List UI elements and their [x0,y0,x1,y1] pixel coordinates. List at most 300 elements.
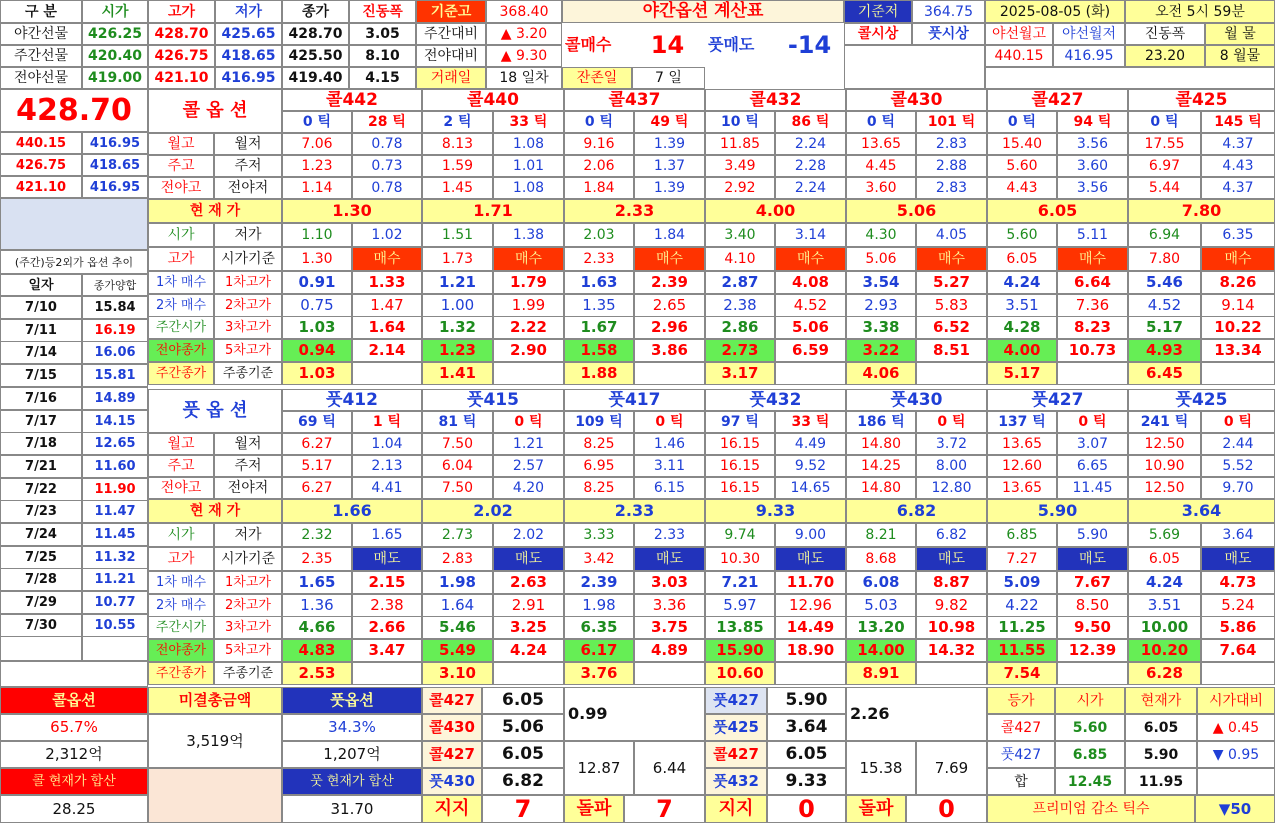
atm-diff-value: ▼ 0.95 [1197,741,1275,768]
high-value: 1.30 [282,247,352,271]
value-h1: 8.26 [1201,271,1275,294]
value-h5: 3.86 [634,339,705,362]
low-value: 0.78 [352,177,422,199]
blank-cell [1201,662,1275,685]
high-value: 6.27 [282,477,352,499]
label-ml: 월저 [214,133,282,155]
high-value: 4.45 [846,155,916,177]
pair-option-value: 3.64 [767,714,846,741]
value-h3: 8.23 [1057,316,1128,339]
sell-signal: 매도 [775,547,846,571]
header-row-0-high: 428.70 [148,23,215,45]
high-value: 10.90 [1128,455,1201,477]
value-wo: 1.32 [422,316,493,339]
high-value: 16.15 [705,433,775,455]
value-h2: 1.99 [493,294,564,317]
value-b2: 3.51 [1128,594,1201,617]
low-value: 3.72 [916,433,987,455]
call-up-label: 콜시상 [844,23,912,45]
remain-value: 7 일 [632,67,705,89]
atm-current-value: 11.95 [1125,768,1197,795]
value-b2: 5.03 [846,594,916,617]
trend-date: 7/22 [0,478,82,501]
support-label: 지지 [422,795,482,823]
sell-signal: 매도 [1057,547,1128,571]
pair-option-value: 6.82 [482,768,564,795]
sell-signal: 매도 [634,547,705,571]
spread-value: 15.38 [846,741,916,795]
pair-option-name: 콜430 [422,714,482,741]
value-h2: 5.24 [1201,594,1275,617]
value-h3: 3.75 [634,616,705,639]
blank-cell [1201,362,1275,385]
header-row-2-name: 전야선물 [0,67,82,89]
breakout-label: 돌파 [846,795,906,823]
option-name: 콜425 [1128,89,1275,111]
low-value: 6.65 [1057,455,1128,477]
open-value: 8.21 [846,523,916,547]
value-wc: 6.28 [1128,662,1201,685]
value-h2: 2.65 [634,294,705,317]
high-value: 2.33 [564,247,634,271]
blank-cell [0,661,148,687]
label-pc: 전야종가 [148,639,214,662]
buy-signal: 매수 [1201,247,1275,271]
open-value: 3.33 [564,523,634,547]
low-value: 9.00 [775,523,846,547]
value-h2: 2.91 [493,594,564,617]
value-h5: 18.90 [775,639,846,662]
support-value: 7 [482,795,564,823]
trend-sum: 10.77 [82,591,148,614]
value-h2: 8.50 [1057,594,1128,617]
trend-sum: 14.15 [82,410,148,433]
header-row-0-low: 425.65 [215,23,282,45]
tick-count: 86 틱 [775,111,846,133]
low-value: 2.28 [775,155,846,177]
high-value: 6.27 [282,433,352,455]
trend-date: 7/16 [0,387,82,410]
high-value: 7.50 [422,433,493,455]
value-wc: 1.41 [422,362,493,385]
value-wo: 4.66 [282,616,352,639]
value-h3: 5.86 [1201,616,1275,639]
left-low-value: 416.95 [82,176,148,198]
atm-open-value: 12.45 [1055,768,1125,795]
high-value: 1.73 [422,247,493,271]
pair-option-name: 풋432 [705,768,767,795]
value-pc: 4.83 [282,639,352,662]
value-b1: 4.24 [1128,571,1201,594]
low-value: 3.64 [1201,523,1275,547]
tick-count: 0 틱 [987,111,1057,133]
open-value: 6.94 [1128,223,1201,247]
blank-cell [634,662,705,685]
value-wc: 3.76 [564,662,634,685]
high-value: 1.84 [564,177,634,199]
label-b2: 2차 매수 [148,294,214,317]
atm-label: 등가 [987,687,1055,714]
low-value: 2.33 [634,523,705,547]
option-name: 풋427 [987,389,1128,411]
current-price-value: 7.80 [1128,199,1275,223]
value-pc: 15.90 [705,639,775,662]
option-name: 풋415 [422,389,564,411]
value-wc: 1.03 [282,362,352,385]
trend-date: 7/21 [0,455,82,478]
value-h1: 4.08 [775,271,846,294]
value-wc: 7.54 [987,662,1057,685]
open-value: 1.10 [282,223,352,247]
trend-sum: 11.45 [82,523,148,546]
high-value: 15.40 [987,133,1057,155]
blank-cell [0,198,148,250]
value-h2: 5.83 [916,294,987,317]
high-value: 1.14 [282,177,352,199]
current-price-value: 5.90 [987,499,1128,523]
blank-cell [148,768,282,823]
blank-cell [352,662,422,685]
tick-count: 0 틱 [1057,411,1128,433]
month-range-value: 23.20 [1125,45,1205,67]
blank-cell [916,362,987,385]
low-value: 3.14 [775,223,846,247]
atm-current-value: 5.90 [1125,741,1197,768]
value-h5: 3.47 [352,639,422,662]
atm-diff-value: ▲ 0.45 [1197,714,1275,741]
open-value: 6.85 [987,523,1057,547]
label-wo: 주간시가 [148,616,214,639]
low-value: 4.05 [916,223,987,247]
low-value: 1.04 [352,433,422,455]
value-wo: 13.85 [705,616,775,639]
value-b1: 1.21 [422,271,493,294]
value-pc: 6.17 [564,639,634,662]
blank-cell [634,362,705,385]
blank-cell [916,662,987,685]
value-h3: 14.49 [775,616,846,639]
trend-sum: 11.60 [82,455,148,478]
low-value: 2.88 [916,155,987,177]
high-value: 14.25 [846,455,916,477]
pair-option-value: 5.90 [767,687,846,714]
blank-cell [493,362,564,385]
spread-value: 2.26 [846,687,987,741]
value-wo: 11.25 [987,616,1057,639]
open-value: 2.32 [282,523,352,547]
tick-count: 0 틱 [634,411,705,433]
trend-sum-header: 종가양합 [82,274,148,296]
high-value: 13.65 [846,133,916,155]
header-row-2-high: 421.10 [148,67,215,89]
label-mh: 월고 [148,133,214,155]
value-b2: 1.98 [564,594,634,617]
low-value: 3.11 [634,455,705,477]
month-high-value: 440.15 [985,45,1053,67]
header-row-0-close: 428.70 [282,23,349,45]
tick-count: 33 틱 [775,411,846,433]
current-price-value: 1.71 [422,199,564,223]
high-value: 9.16 [564,133,634,155]
low-value: 5.11 [1057,223,1128,247]
value-pc: 14.00 [846,639,916,662]
high-value: 7.27 [987,547,1057,571]
value-h5: 4.89 [634,639,705,662]
trend-date: 7/18 [0,432,82,455]
value-b1: 5.46 [1128,271,1201,294]
value-wo: 4.28 [987,316,1057,339]
low-value: 1.39 [634,177,705,199]
atm-open-label: 시가 [1055,687,1125,714]
label-ph: 전야고 [148,477,214,499]
trend-sum: 11.21 [82,568,148,591]
value-wc: 5.17 [987,362,1057,385]
value-h1: 6.64 [1057,271,1128,294]
high-value: 7.80 [1128,247,1201,271]
call-amount: 2,312억 [0,741,148,768]
label-wh: 주고 [148,455,214,477]
put-percent: 34.3% [282,714,422,741]
low-value: 1.84 [634,223,705,247]
label-current-price: 현 재 가 [148,199,282,223]
header-col-c_high: 고가 [148,0,215,23]
put-sum-label: 풋 현재가 합산 [282,768,422,795]
pair-option-name: 콜427 [422,741,482,768]
low-value: 1.37 [634,155,705,177]
value-h3: 9.50 [1057,616,1128,639]
put-amount: 1,207억 [282,741,422,768]
label-high: 고가 [148,547,214,571]
value-b2: 2.38 [705,294,775,317]
trend-date: 7/15 [0,364,82,387]
value-h5: 4.24 [493,639,564,662]
call-option-total: 콜옵션 [0,687,148,714]
put-options-title: 풋 옵 션 [148,389,282,433]
atm-row-name: 합 [987,768,1055,795]
low-value: 4.37 [1201,133,1275,155]
open-value: 5.69 [1128,523,1201,547]
put-option-total: 풋옵션 [282,687,422,714]
trend-date: 7/17 [0,410,82,433]
value-b2: 2.93 [846,294,916,317]
trend-date: 7/24 [0,523,82,546]
pair-option-value: 9.33 [767,768,846,795]
trend-sum: 15.84 [82,296,148,319]
sell-signal: 매도 [352,547,422,571]
breakout-value: 0 [906,795,987,823]
put-up-label: 풋시상 [912,23,985,45]
trend-date: 7/14 [0,341,82,364]
sell-signal: 매도 [1201,547,1275,571]
high-value: 2.06 [564,155,634,177]
unsettled-value: 3,519억 [148,714,282,768]
header-row-0-open: 426.25 [82,23,148,45]
header-row-1-close: 425.50 [282,45,349,67]
high-value: 8.13 [422,133,493,155]
value-h3: 3.25 [493,616,564,639]
value-b2: 0.75 [282,294,352,317]
trend-date: 7/10 [0,296,82,319]
label-ml: 월저 [214,433,282,455]
base-high-label: 기준고 [416,0,486,23]
put-sum-value: 31.70 [282,795,422,823]
tick-count: 0 틱 [564,111,634,133]
header-row-1-name: 주간선물 [0,45,82,67]
option-name: 풋412 [282,389,422,411]
value-h3: 2.22 [493,316,564,339]
low-value: 3.56 [1057,133,1128,155]
tick-count: 109 틱 [564,411,634,433]
buy-signal: 매수 [775,247,846,271]
remain-label: 잔존일 [562,67,632,89]
value-wo: 5.17 [1128,316,1201,339]
month-high-label: 야선월고 [985,23,1053,45]
sell-signal: 매도 [493,547,564,571]
high-value: 10.30 [705,547,775,571]
blank-cell [775,362,846,385]
high-value: 4.10 [705,247,775,271]
tick-count: 10 틱 [705,111,775,133]
high-value: 13.65 [987,477,1057,499]
option-name: 콜442 [282,89,422,111]
value-h3: 10.22 [1201,316,1275,339]
low-value: 9.52 [775,455,846,477]
tick-count: 145 틱 [1201,111,1275,133]
trend-date-header: 일자 [0,274,82,296]
call-buy-value: 14 [650,31,685,59]
high-value: 8.68 [846,547,916,571]
label-h3: 3차고가 [214,616,282,639]
option-name: 풋432 [705,389,846,411]
current-price: 428.70 [0,89,148,132]
pair-option-value: 6.05 [482,687,564,714]
label-current-price: 현 재 가 [148,499,282,523]
value-h2: 1.47 [352,294,422,317]
value-h1: 2.15 [352,571,422,594]
low-value: 2.83 [916,133,987,155]
trend-title: (주간)등2외가 옵션 추이 [0,250,148,274]
option-name: 콜437 [564,89,705,111]
value-pc: 4.00 [987,339,1057,362]
header-row-2-range: 4.15 [349,67,416,89]
current-price-value: 1.30 [282,199,422,223]
value-pc: 0.94 [282,339,352,362]
low-value: 1.08 [493,177,564,199]
blank-cell [844,45,985,89]
premium-value: ▼50 [1195,795,1275,823]
option-name: 콜432 [705,89,846,111]
value-wo: 13.20 [846,616,916,639]
high-value: 3.42 [564,547,634,571]
low-value: 1.08 [493,133,564,155]
value-h1: 8.87 [916,571,987,594]
value-h2: 3.36 [634,594,705,617]
high-value: 1.59 [422,155,493,177]
trend-date: 7/29 [0,591,82,614]
low-value: 12.80 [916,477,987,499]
value-wc: 3.17 [705,362,775,385]
header-row-1-high: 426.75 [148,45,215,67]
tick-count: 49 틱 [634,111,705,133]
header-row-2-low: 416.95 [215,67,282,89]
header-row-2-open: 419.00 [82,67,148,89]
current-price-value: 9.33 [705,499,846,523]
low-value: 4.41 [352,477,422,499]
trend-sum: 16.19 [82,319,148,342]
atm-current-value: 6.05 [1125,714,1197,741]
label-wh: 주고 [148,155,214,177]
high-value: 12.50 [1128,477,1201,499]
blank-cell [775,662,846,685]
high-value: 2.35 [282,547,352,571]
label-h5: 5차고가 [214,639,282,662]
spread-value: 12.87 [564,741,634,795]
low-value: 6.35 [1201,223,1275,247]
value-wc: 6.45 [1128,362,1201,385]
open-value: 3.40 [705,223,775,247]
open-value: 4.30 [846,223,916,247]
value-h2: 12.96 [775,594,846,617]
value-h3: 2.96 [634,316,705,339]
value-h3: 10.98 [916,616,987,639]
header-col-c_range: 진동폭 [349,0,416,23]
value-h1: 7.67 [1057,571,1128,594]
buy-signal: 매수 [634,247,705,271]
low-value: 6.15 [634,477,705,499]
high-value: 17.55 [1128,133,1201,155]
value-b1: 4.24 [987,271,1057,294]
low-value: 2.24 [775,177,846,199]
value-h5: 12.39 [1057,639,1128,662]
low-value: 2.02 [493,523,564,547]
buy-signal: 매수 [916,247,987,271]
high-value: 6.04 [422,455,493,477]
high-value: 3.49 [705,155,775,177]
value-wo: 1.03 [282,316,352,339]
blank-cell [352,362,422,385]
trend-sum: 14.89 [82,387,148,410]
atm-open-value: 6.85 [1055,741,1125,768]
value-h2: 2.38 [352,594,422,617]
month-low-value: 416.95 [1053,45,1125,67]
tick-count: 101 틱 [916,111,987,133]
unsettled-label: 미결총금액 [148,687,282,714]
breakout-value: 7 [624,795,705,823]
low-value: 1.21 [493,433,564,455]
value-b1: 1.65 [282,571,352,594]
value-h5: 8.51 [916,339,987,362]
label-high: 고가 [148,247,214,271]
label-open-base: 시가기준 [214,247,282,271]
low-value: 2.24 [775,133,846,155]
blank-cell [705,67,844,89]
option-name: 콜440 [422,89,564,111]
trend-date: 7/30 [0,614,82,637]
high-value: 1.23 [282,155,352,177]
label-low: 저가 [214,523,282,547]
high-value: 11.85 [705,133,775,155]
base-low-value: 364.75 [912,0,985,23]
value-wc: 8.91 [846,662,916,685]
value-h1: 11.70 [775,571,846,594]
spread-value: 0.99 [564,687,705,741]
high-value: 5.60 [987,155,1057,177]
value-b1: 7.21 [705,571,775,594]
trend-sum: 10.55 [82,614,148,637]
current-price-value: 4.00 [705,199,846,223]
value-wc: 10.60 [705,662,775,685]
low-value: 3.60 [1057,155,1128,177]
